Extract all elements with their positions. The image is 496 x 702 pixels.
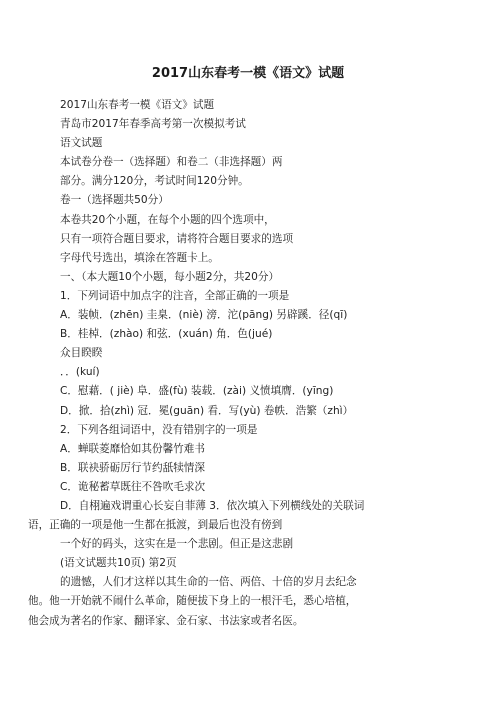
document-title: 2017山东春考一模《语文》试题	[151, 66, 345, 81]
text-line: 2017山东春考一模《语文》试题	[60, 99, 215, 111]
text-line: 字母代号选出，填涂在答题卡上。	[60, 251, 219, 264]
text-line: 青岛市2017年春季高考第一次模拟考试	[60, 118, 246, 131]
text-line: 他。他一开始就不闹什么革命，随便拔下身上的一根汗毛，悉心培植，	[28, 595, 357, 608]
text-line: D．掀．拾(zhì) 冠．冕(guān) 看．写(yù) 卷帙．浩繁（zhì）	[60, 404, 354, 417]
text-line: 部分。满分120分，考试时间120分钟。	[60, 175, 249, 188]
text-line: D．自栩遍戏谓重心长妄自菲薄 3．依次填入下列横线处的关联词	[60, 499, 365, 512]
text-line: C．诡秘蓄草既往不咎吹毛求次	[60, 480, 206, 493]
text-line: 只有一项符合题目要求，请将符合题目要求的选项	[60, 232, 294, 245]
text-line: 语，正确的一项是他一生都在抵渡，到最后也没有傍到	[28, 519, 283, 532]
text-line: 他会成为著名的作家、翻译家、金石家、书法家或者名医。	[28, 614, 304, 627]
text-line: 本试卷分卷一（选择题）和卷二（非选择题）两	[60, 156, 283, 169]
text-line: 语文试题	[60, 137, 103, 150]
text-line: 众目睽睽	[60, 347, 103, 360]
text-line: 本卷共20个小题，在每个小题的四个选项中，	[60, 213, 275, 226]
page-footer-text: (语文试题共10页) 第2页	[60, 557, 177, 570]
text-line: 卷一（选择题共50分）	[60, 194, 169, 207]
text-line: 1．下列词语中加点字的注音，全部正确的一项是	[60, 289, 290, 302]
text-line: 一、（本大题10个小题，每小题2分，共20分）	[60, 270, 280, 283]
text-line: A．装帧．(zhēn) 圭臬．(niè) 滂．沱(pāng) 另辟蹊．径(qī)	[60, 309, 348, 322]
text-line: B．联袂骄砺厉行节约舐犊情深	[60, 461, 205, 474]
document-body	[28, 96, 452, 631]
text-line: C．慰藉．( jiè) 阜．盛(fù) 装载．(zài) 义愤填膺．(yīng)	[60, 385, 334, 398]
text-line: 一个好的码头，这实在是一个悲剧。但正是这悲剧	[60, 538, 294, 551]
text-line: 的遗憾，人们才这样以其生命的一倍、两倍、十倍的岁月去纪念	[60, 576, 357, 589]
text-line: A．蝉联菱靡恰如其份馨竹难书	[60, 442, 205, 455]
text-line: 2．下列各组词语中，没有错别字的一项是	[60, 423, 258, 436]
text-line: ．．(kuí)	[60, 366, 100, 379]
text-line: B．桂棹．(zhào) 和弦．(xuán) 角．色(jué)	[60, 328, 273, 341]
